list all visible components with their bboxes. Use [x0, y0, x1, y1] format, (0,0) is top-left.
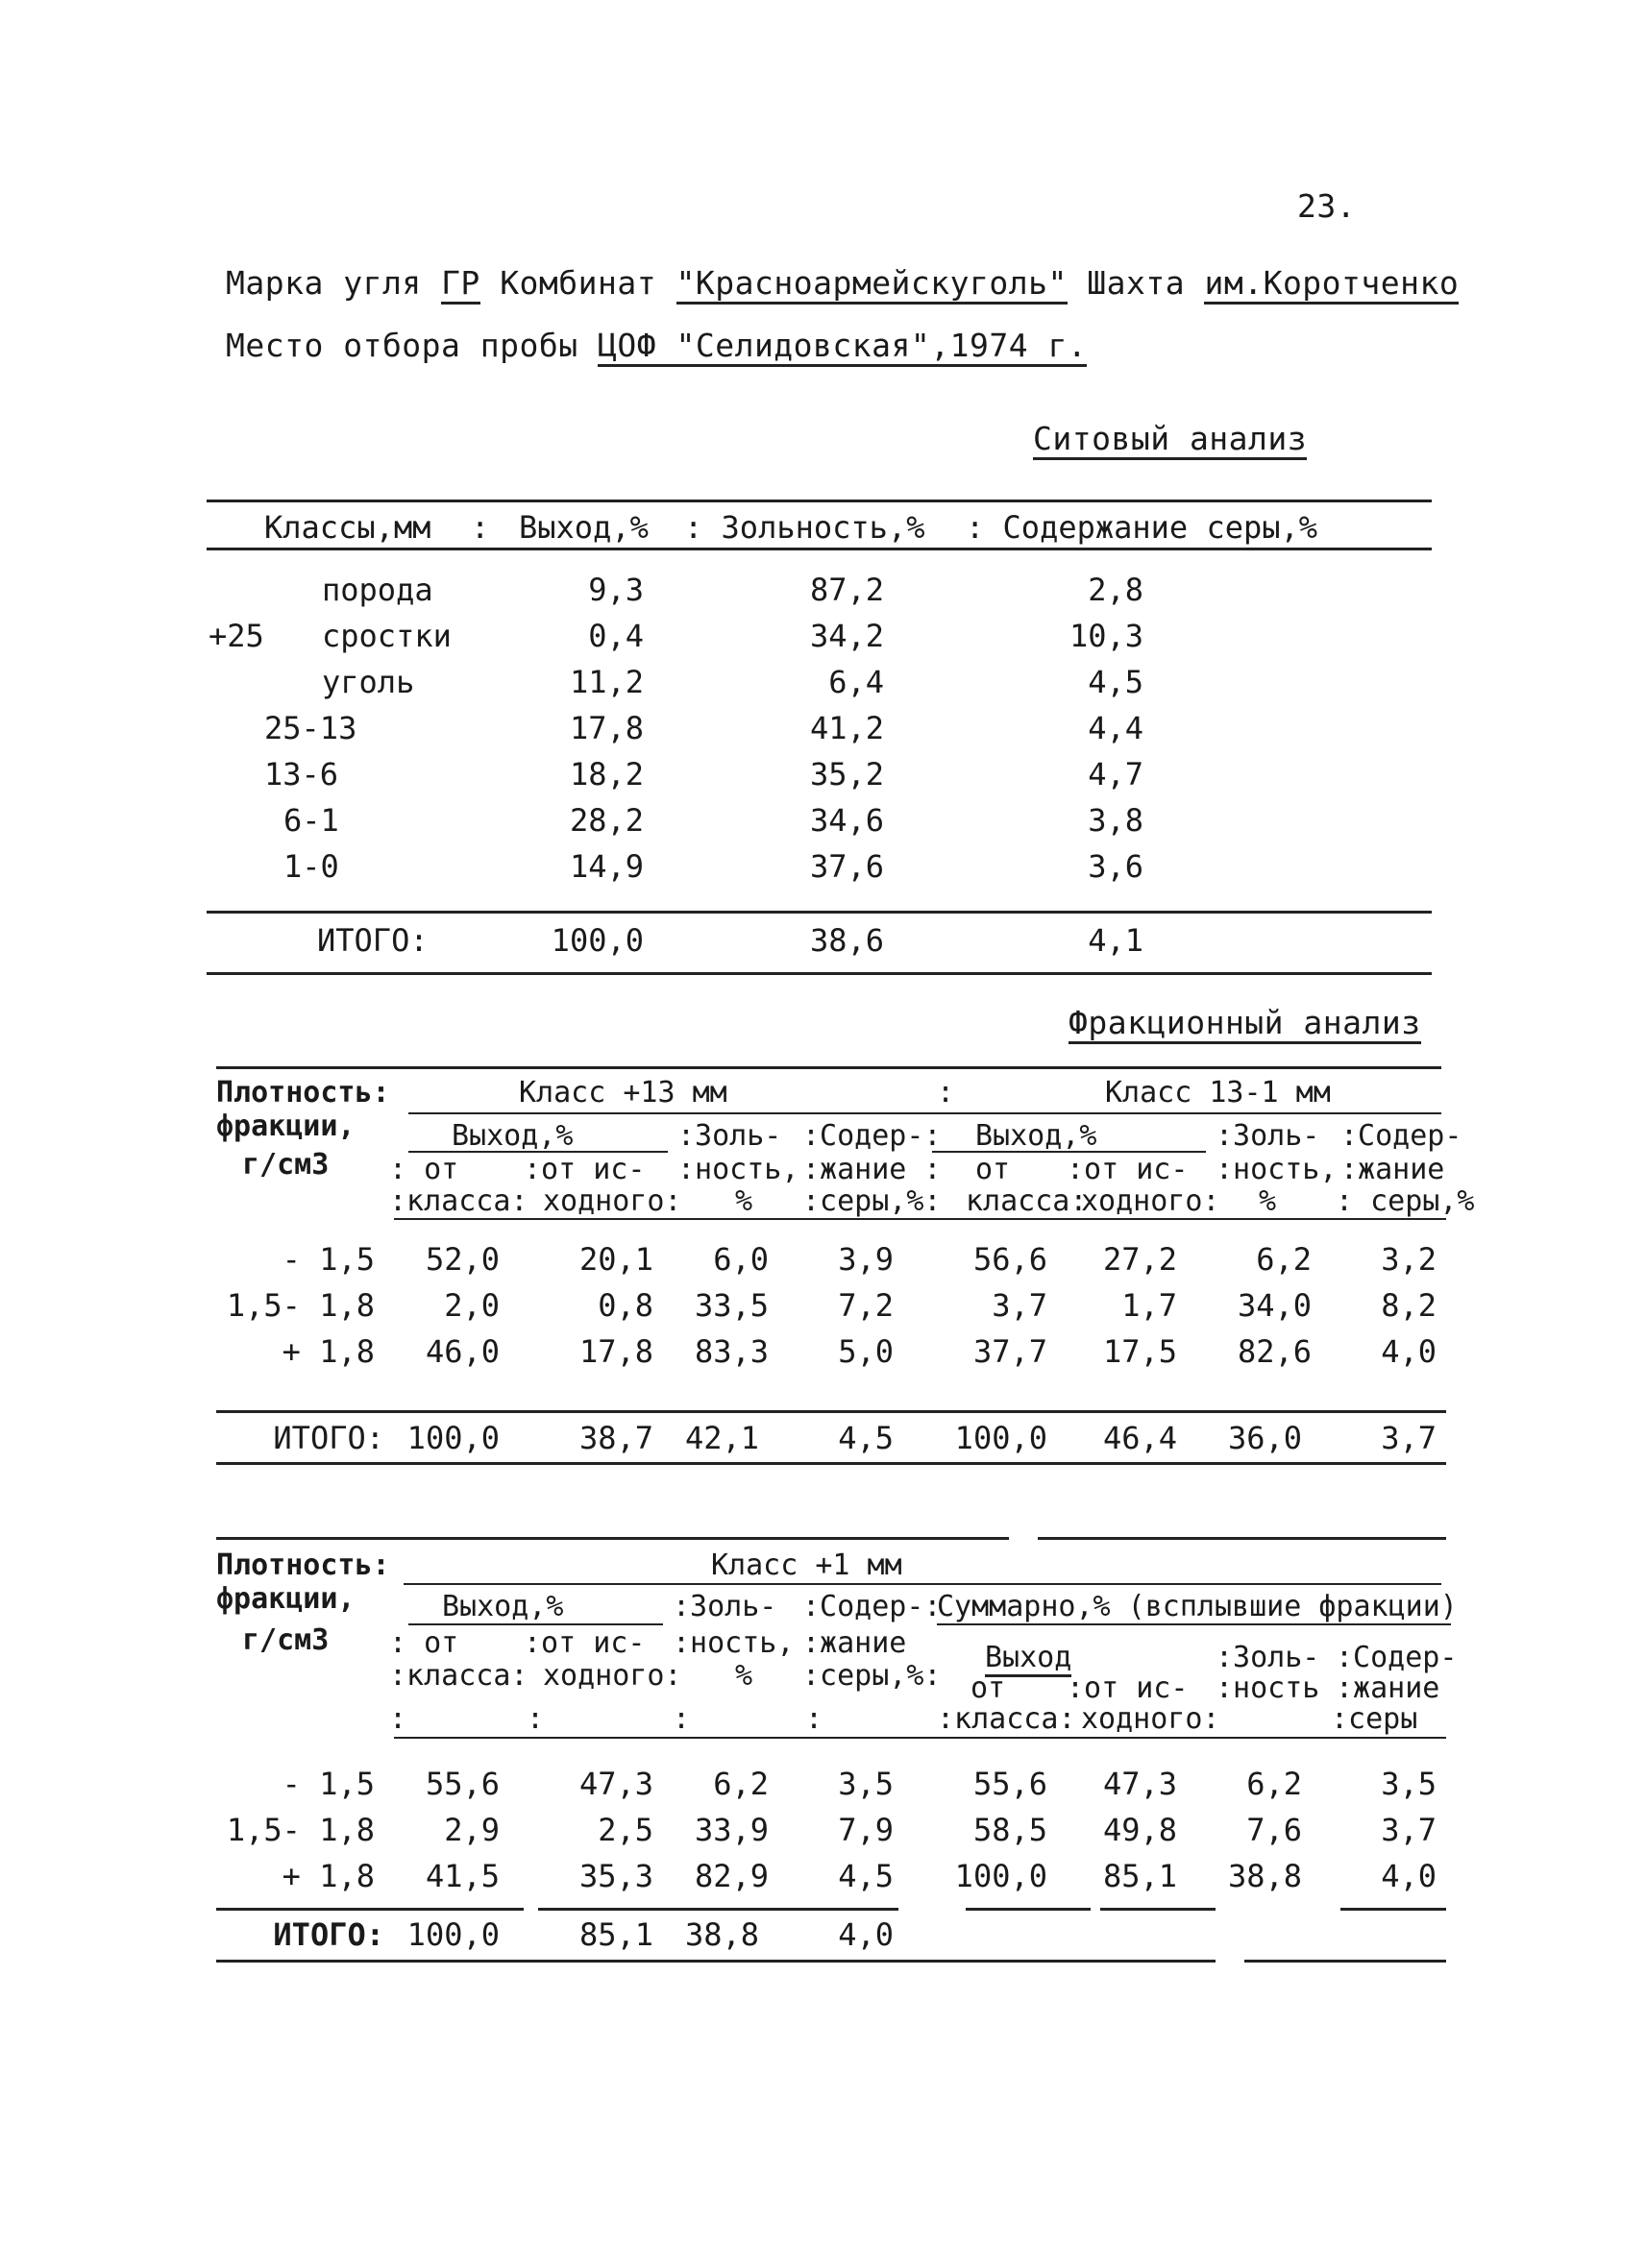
fraction2-h4-cum-from: от	[970, 1671, 1006, 1705]
fraction2-h5-sep-3: :	[673, 1702, 691, 1736]
sieve-ash: 34,6	[809, 802, 884, 839]
fraction2-value: 49,8	[1102, 1812, 1177, 1848]
sieve-header-sulfur: : Содержание серы,%	[966, 509, 1318, 546]
fraction1-value: 3,9	[838, 1241, 894, 1278]
fraction2-density: + 1,8	[282, 1858, 375, 1894]
fraction1-h4-source-b: ходного:	[1081, 1184, 1220, 1218]
sieve-yield: 9,3	[588, 572, 644, 608]
fraction1-value: 6,0	[713, 1241, 769, 1278]
grade-value: ГР	[441, 264, 480, 305]
fraction2-value: 47,3	[578, 1766, 653, 1802]
sieve-sulfur: 2,8	[1088, 572, 1143, 608]
fraction1-value: 34,0	[1237, 1287, 1312, 1324]
fraction2-value: 35,3	[578, 1858, 653, 1894]
fraction2-h3-sulfur: :жание	[802, 1626, 907, 1660]
fraction2-yield-rule	[408, 1623, 663, 1625]
fraction2-top-rule-right	[1038, 1537, 1446, 1540]
fraction1-density: - 1,5	[282, 1241, 375, 1278]
fraction2-value: 100,0	[954, 1858, 1047, 1894]
fraction2-density: 1,5- 1,8	[226, 1812, 375, 1848]
fraction1-value: 2,0	[444, 1287, 500, 1324]
sieve-bottom-rule	[207, 972, 1432, 975]
sieve-yield: 17,8	[569, 710, 644, 746]
fraction1-value: 27,2	[1102, 1241, 1177, 1278]
fraction1-total-rule	[216, 1410, 1446, 1413]
sieve-analysis-title: Ситовый анализ	[1033, 420, 1307, 460]
fraction1-h2-sulfur-a: :Содер-:	[802, 1119, 942, 1153]
fraction1-value: 52,0	[425, 1241, 500, 1278]
fraction1-value: 17,8	[578, 1333, 653, 1370]
fraction1-h2-yield-b: Выход,%	[975, 1119, 1097, 1153]
fraction1-value: 17,5	[1102, 1333, 1177, 1370]
sieve-class: 25-13	[264, 710, 357, 746]
fraction2-total-value: 38,8	[684, 1916, 759, 1953]
fraction2-total-value: 100,0	[406, 1916, 500, 1953]
combine-label: Комбинат	[500, 264, 657, 302]
fraction1-density-h3: г/см3	[242, 1148, 330, 1182]
fraction1-value: 83,3	[694, 1333, 769, 1370]
fraction2-bottom-rule-right	[1244, 1960, 1446, 1963]
fraction1-class-a: Класс +13 мм	[519, 1076, 727, 1110]
fraction1-h3-from-source-b: :от ис-	[1067, 1153, 1189, 1186]
fraction2-value: 85,1	[1102, 1858, 1177, 1894]
fraction1-total-value: 100,0	[954, 1420, 1047, 1456]
sieve-total-yield: 100,0	[551, 922, 644, 959]
fraction1-value: 1,7	[1121, 1287, 1177, 1324]
sieve-header-rule	[207, 548, 1432, 550]
fraction1-value: 8,2	[1381, 1287, 1437, 1324]
fraction1-density-h1: Плотность:	[216, 1076, 390, 1110]
fraction2-h5-sep-2: :	[527, 1702, 545, 1736]
fraction2-value: 3,7	[1381, 1812, 1437, 1848]
fraction2-density: - 1,5	[282, 1766, 375, 1802]
fraction1-total-value: 36,0	[1227, 1420, 1302, 1456]
fraction2-value: 6,2	[713, 1766, 769, 1802]
sieve-ash: 37,6	[809, 848, 884, 885]
sieve-yield: 14,9	[569, 848, 644, 885]
fraction2-bottom-rule	[216, 1960, 1216, 1963]
fraction1-h4-sulfur-a: :серы,%:	[802, 1184, 942, 1218]
fraction1-h3-ash-b: :ность,	[1216, 1153, 1338, 1186]
fraction2-value: 3,5	[1381, 1766, 1437, 1802]
sieve-total-label: ИТОГО:	[317, 922, 429, 959]
fraction1-total-value: 38,7	[578, 1420, 653, 1456]
fraction1-h4-pct-a: %	[735, 1184, 753, 1218]
sieve-ash: 87,2	[809, 572, 884, 608]
fraction1-value: 0,8	[598, 1287, 653, 1324]
fraction2-value: 7,9	[838, 1812, 894, 1848]
fraction1-value: 33,5	[694, 1287, 769, 1324]
sieve-yield: 0,4	[588, 618, 644, 654]
fraction2-h2-yield: Выход,%	[442, 1590, 564, 1623]
sieve-ash: 41,2	[809, 710, 884, 746]
fraction2-density-h2: фракции,	[216, 1582, 356, 1616]
fraction1-value: 46,0	[425, 1333, 500, 1370]
fraction2-h4-cum-ash: :ность	[1216, 1671, 1320, 1705]
place-value: ЦОФ "Селидовская",1974 г.	[598, 327, 1087, 367]
fraction1-value: 7,2	[838, 1287, 894, 1324]
fraction2-value: 6,2	[1246, 1766, 1302, 1802]
sieve-class: 13-6	[264, 756, 339, 793]
coal-grade-line	[226, 264, 1459, 302]
fraction2-total-rule-3	[966, 1908, 1091, 1911]
sieve-yield: 28,2	[569, 802, 644, 839]
fraction2-density-h1: Плотность:	[216, 1549, 390, 1582]
fraction1-top-rule	[216, 1066, 1441, 1069]
fraction2-h4-sulfur: :серы,%:	[802, 1659, 942, 1693]
fraction2-value: 82,9	[694, 1858, 769, 1894]
fraction1-total-value: 46,4	[1102, 1420, 1177, 1456]
fraction2-density-h3: г/см3	[242, 1623, 330, 1657]
fraction-analysis-title: Фракционный анализ	[1069, 1004, 1421, 1044]
sieve-class: 1-0	[283, 848, 339, 885]
fraction1-h3-ash-a: :ность,	[677, 1153, 799, 1186]
fraction2-value: 4,0	[1381, 1858, 1437, 1894]
sieve-ash: 34,2	[809, 618, 884, 654]
place-label: Место отбора пробы	[226, 327, 578, 364]
fraction2-h3-from-class: : от	[389, 1626, 459, 1660]
sieve-class: 6-1	[283, 802, 339, 839]
fraction1-bottom-rule	[216, 1462, 1446, 1465]
fraction2-value: 55,6	[425, 1766, 500, 1802]
fraction2-total-rule-2	[538, 1908, 898, 1911]
fraction1-h3-sulfur-b: :жание	[1340, 1153, 1445, 1186]
fraction2-class: Класс +1 мм	[711, 1549, 902, 1582]
sieve-sulfur: 4,4	[1088, 710, 1143, 746]
fraction1-header-rule	[394, 1218, 1446, 1220]
fraction1-density: + 1,8	[282, 1333, 375, 1370]
fraction1-h4-class-b: класса:	[966, 1184, 1088, 1218]
fraction2-h2-cumulative: Суммарно,% (всплывшие фракции)	[937, 1590, 1458, 1623]
sieve-sulfur: 4,5	[1088, 664, 1143, 700]
fraction2-total-value: 4,0	[838, 1916, 894, 1953]
sieve-class: порода	[322, 572, 433, 608]
sieve-sulfur: 4,7	[1088, 756, 1143, 793]
fraction1-class-rule	[408, 1112, 1441, 1114]
sieve-sulfur: 3,8	[1088, 802, 1143, 839]
sieve-yield: 18,2	[569, 756, 644, 793]
fraction1-h2-sulfur-b: :Содер-	[1340, 1119, 1462, 1153]
fraction2-value: 4,5	[838, 1858, 894, 1894]
fraction1-value: 37,7	[972, 1333, 1047, 1370]
sieve-total-sulfur: 4,1	[1088, 922, 1143, 959]
fraction1-class-sep: :	[937, 1076, 955, 1110]
fraction1-h4-pct-b: %	[1259, 1184, 1277, 1218]
sieve-total-rule	[207, 911, 1432, 914]
fraction2-h5-cum-source: ходного:	[1081, 1702, 1220, 1736]
fraction1-value: 3,7	[992, 1287, 1047, 1324]
fraction2-value: 3,5	[838, 1766, 894, 1802]
fraction2-h5-cum-class: :класса:	[937, 1702, 1076, 1736]
sieve-class: сростки	[322, 618, 452, 654]
fraction2-total-label: ИТОГО:	[273, 1916, 384, 1953]
sieve-class: уголь	[322, 664, 415, 700]
fraction2-value: 58,5	[972, 1812, 1047, 1848]
fraction1-total-value: 4,5	[838, 1420, 894, 1456]
fraction2-h4-cum-source: :от ис-	[1067, 1671, 1189, 1705]
fraction2-h2-ash: :Золь-	[673, 1590, 777, 1623]
fraction2-total-rule-5	[1340, 1908, 1446, 1911]
fraction1-value: 82,6	[1237, 1333, 1312, 1370]
fraction2-value: 2,9	[444, 1812, 500, 1848]
fraction2-h3-cum-sulfur: :Содер-	[1336, 1641, 1458, 1674]
fraction2-value: 55,6	[972, 1766, 1047, 1802]
fraction2-value: 33,9	[694, 1812, 769, 1848]
fraction2-value: 38,8	[1227, 1858, 1302, 1894]
fraction1-h2-ash-b: :Золь-	[1216, 1119, 1320, 1153]
fraction2-h4-pct: %	[735, 1659, 753, 1693]
fraction1-h3-from-class-b: от	[975, 1153, 1011, 1186]
fraction1-density-h2: фракции,	[216, 1110, 356, 1143]
page-number: 23.	[1297, 187, 1357, 225]
fraction2-header-rule	[394, 1737, 1446, 1739]
fraction1-value: 5,0	[838, 1333, 894, 1370]
fraction2-h4-class: :класса:	[389, 1659, 528, 1693]
sieve-group-label: +25	[209, 618, 264, 654]
sieve-header-yield: Выход,%	[519, 509, 649, 546]
fraction2-h3-cum-yield: Выход	[985, 1641, 1071, 1677]
mine-label: Шахта	[1087, 264, 1186, 302]
sieve-ash: 35,2	[809, 756, 884, 793]
fraction1-value: 56,6	[972, 1241, 1047, 1278]
fraction1-value: 6,2	[1256, 1241, 1312, 1278]
fraction1-h3-from-source-a: :от ис-	[524, 1153, 646, 1186]
sieve-header-sep: :	[471, 509, 490, 546]
fraction2-h3-cum-ash: :Золь-	[1216, 1641, 1320, 1674]
fraction2-class-rule	[404, 1583, 1441, 1585]
sieve-ash: 6,4	[828, 664, 884, 700]
fraction2-h5-sep-4: :	[805, 1702, 823, 1736]
fraction1-total-value: 3,7	[1381, 1420, 1437, 1456]
fraction2-h2-sulfur: :Содер-:	[802, 1590, 942, 1623]
fraction2-total-rule-4	[1100, 1908, 1216, 1911]
fraction2-value: 41,5	[425, 1858, 500, 1894]
fraction1-h3-sulfur-a: :жание :	[802, 1153, 942, 1186]
fraction2-cumulative-rule	[937, 1623, 1451, 1625]
fraction1-total-value: 100,0	[406, 1420, 500, 1456]
fraction2-h3-from-source: :от ис-	[524, 1626, 646, 1660]
fraction2-h4-source: ходного:	[543, 1659, 682, 1693]
sieve-sulfur: 3,6	[1088, 848, 1143, 885]
fraction2-top-rule-left	[216, 1537, 1009, 1540]
fraction2-value: 47,3	[1102, 1766, 1177, 1802]
fraction2-total-value: 85,1	[578, 1916, 653, 1953]
fraction1-h2-yield-a: Выход,%	[452, 1119, 574, 1153]
fraction2-value: 2,5	[598, 1812, 653, 1848]
sieve-total-ash: 38,6	[809, 922, 884, 959]
fraction2-value: 7,6	[1246, 1812, 1302, 1848]
fraction1-h4-class-a: :класса:	[389, 1184, 528, 1218]
sieve-header-ash: : Зольность,%	[684, 509, 925, 546]
mine-value: им.Коротченко	[1204, 264, 1459, 305]
fraction1-total-label: ИТОГО:	[273, 1420, 384, 1456]
sieve-header-class: Классы,мм	[264, 509, 431, 546]
fraction2-h3-ash: :ность,	[673, 1626, 795, 1660]
fraction2-h5-cum-sulfur: :серы	[1331, 1702, 1418, 1736]
grade-label: Марка угля	[226, 264, 422, 302]
sieve-top-rule	[207, 500, 1432, 502]
fraction1-class-b: Класс 13-1 мм	[1105, 1076, 1331, 1110]
fraction2-h4-cum-sulfur: :жание	[1336, 1671, 1440, 1705]
combine-value: "Красноармейскуголь"	[676, 264, 1068, 305]
sieve-sulfur: 10,3	[1069, 618, 1143, 654]
fraction2-total-rule-1	[216, 1908, 524, 1911]
fraction1-h3-from-class-a: : от	[389, 1153, 459, 1186]
sampling-place-line	[226, 327, 1087, 364]
fraction1-density: 1,5- 1,8	[226, 1287, 375, 1324]
fraction2-h5-sep-1: :	[389, 1702, 407, 1736]
fraction1-value: 3,2	[1381, 1241, 1437, 1278]
fraction1-h2-ash-a: :Золь-	[677, 1119, 782, 1153]
fraction1-h4-sulfur-b: : серы,%	[1336, 1184, 1475, 1218]
sieve-yield: 11,2	[569, 664, 644, 700]
fraction1-h4-source-a: ходного:	[543, 1184, 682, 1218]
fraction1-value: 4,0	[1381, 1333, 1437, 1370]
fraction1-value: 20,1	[578, 1241, 653, 1278]
fraction1-total-value: 42,1	[684, 1420, 759, 1456]
